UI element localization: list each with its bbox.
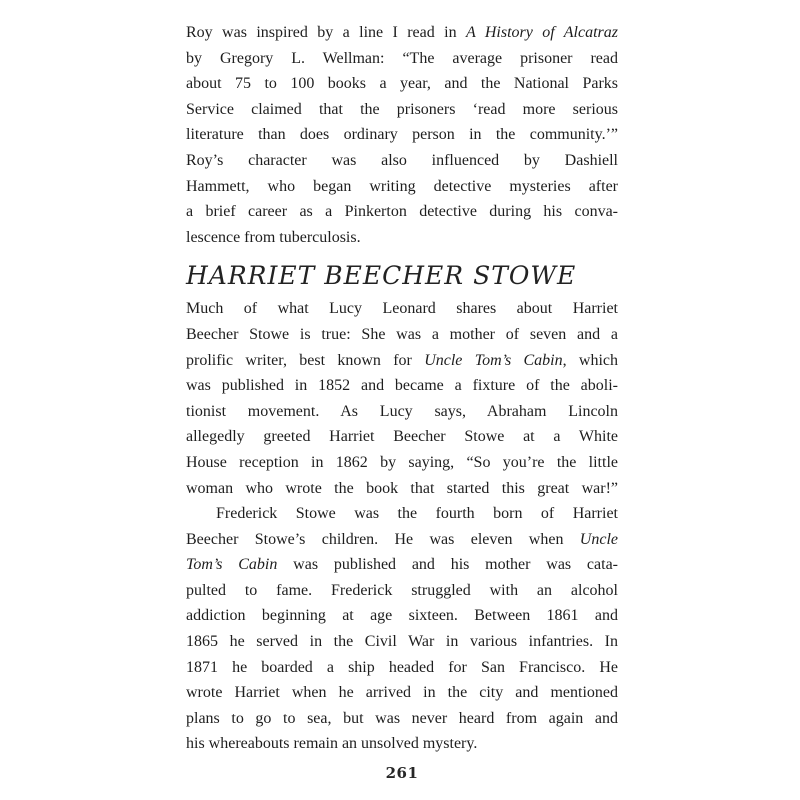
text-line: tionist movement. As Lucy says, Abraham Lincoln bbox=[186, 402, 618, 420]
paragraph-harriet-stowe bbox=[186, 296, 618, 501]
text-line: lescence from tuberculosis. bbox=[186, 228, 361, 246]
text-line: a brief career as a Pinkerton detective during his conva- bbox=[186, 203, 618, 221]
text-line: plans to go to sea, but was never heard from again and bbox=[186, 709, 618, 727]
page-number: 261 bbox=[385, 764, 419, 782]
text-line: Frederick Stowe was the fourth born of Harriet bbox=[216, 505, 618, 523]
text-line: allegedly greeted Harriet Beecher Stowe at a White bbox=[186, 428, 618, 446]
paragraph-roy-alcatraz bbox=[186, 20, 618, 250]
text-line: prolific writer, best known for Uncle Tom’s Cabin, which bbox=[186, 351, 618, 369]
text-line: woman who wrote the book that started this great war!” bbox=[186, 479, 618, 497]
text-line: literature than does ordinary person in the community.’” bbox=[186, 126, 618, 144]
text-line: 1865 he served in the Civil War in various infantries. In bbox=[186, 633, 618, 651]
text-line: was published in 1852 and became a fixture of the aboli- bbox=[186, 377, 618, 395]
text-line: by Gregory L. Wellman: “The average prisoner read bbox=[186, 49, 618, 67]
text-line: Beecher Stowe’s children. He was eleven when Uncle bbox=[186, 530, 618, 548]
text-line: about 75 to 100 books a year, and the National Parks bbox=[186, 75, 618, 93]
text-line: addiction beginning at age sixteen. Between 1861 and bbox=[186, 607, 618, 625]
page-text bbox=[186, 20, 618, 757]
text-line: wrote Harriet when he arrived in the city and mentioned bbox=[186, 684, 618, 702]
text-line: Roy was inspired by a line I read in A History of Alcatraz bbox=[186, 24, 618, 41]
text-line: 1871 he boarded a ship headed for San Francisco. He bbox=[186, 658, 618, 676]
text-line: Tom’s Cabin was published and his mother was cata- bbox=[186, 556, 618, 574]
paragraph-frederick-stowe bbox=[186, 501, 618, 757]
text-line: Service claimed that the prisoners ‘read more serious bbox=[186, 100, 618, 118]
text-line: pulted to fame. Frederick struggled with an alcohol bbox=[186, 581, 618, 599]
section-heading: HARRIET BEECHER STOWE bbox=[186, 261, 577, 291]
text-line: Much of what Lucy Leonard shares about Harriet bbox=[186, 300, 618, 318]
text-line: his whereabouts remain an unsolved mystery. bbox=[186, 735, 478, 753]
text-line: Beecher Stowe is true: She was a mother of seven and a bbox=[186, 325, 618, 343]
text-line: House reception in 1862 by saying, “So you’re the little bbox=[186, 453, 618, 471]
text-line: Roy’s character was also influenced by Dashiell bbox=[186, 151, 618, 169]
text-line: Hammett, who began writing detective mysteries after bbox=[186, 177, 618, 195]
